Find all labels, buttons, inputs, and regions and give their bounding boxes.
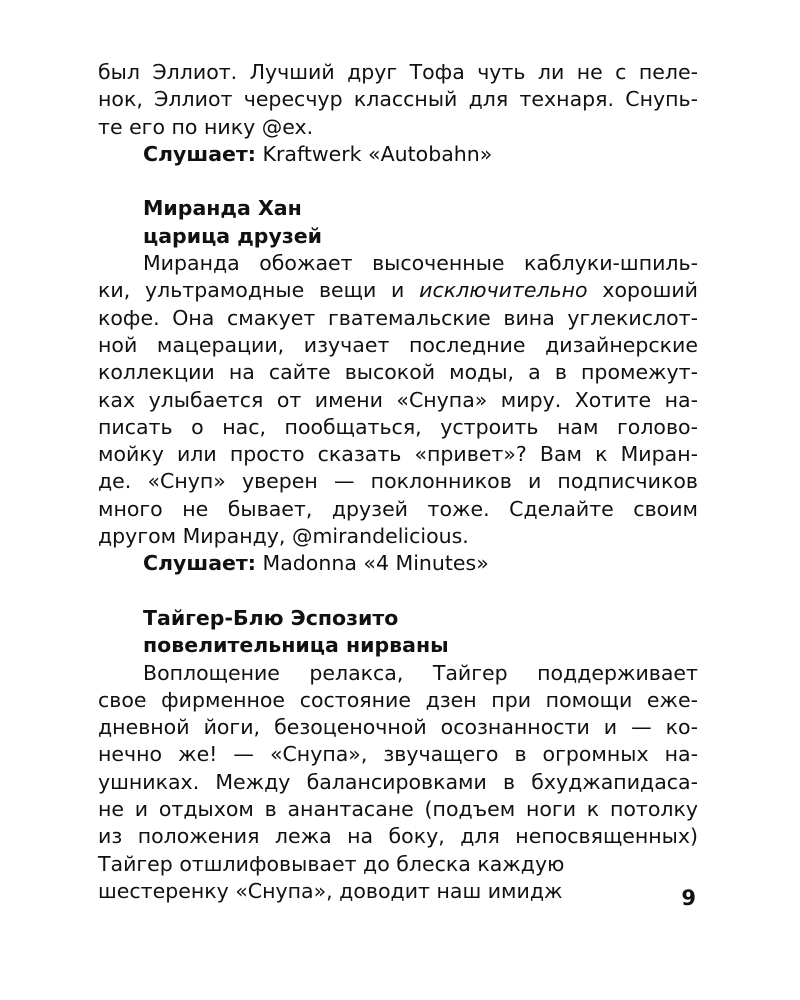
text-line: дневной йоги, безоценочной осознанности и — ко- [98,715,698,740]
text-line: писать о нас, пообщаться, устроить нам голово- [98,414,698,439]
text-line: Миранда обожает высоченные каблуки-шпиль- [143,251,698,276]
text-line: много не бывает, друзей тоже. Сделайте своим [98,496,698,521]
text-line: ной мацерации, изучает последние дизайнерские [98,332,698,357]
text-line: был Эллиот. Лучший друг Тофа чуть ли не с пеле- [98,60,698,84]
text-line: Воплощение релакса, Тайгер поддерживает [143,660,698,685]
page-number: 9 [681,886,696,910]
listens-line [98,141,698,168]
text-line: те его по нику @ex. [98,114,314,139]
body-text [98,59,698,905]
text-line: Тайгер отшлифовывает до блеска каждую [98,851,565,876]
person-name: Тайгер-Блю Эспозито [143,605,399,630]
person-role: повелительница нирваны [143,633,449,658]
text-line: ки, ультрамодные вещи и исключительно хороший [98,278,699,303]
text-line: другом Миранду, @mirandelicious. [98,524,469,549]
listens-label: Слушает: [143,141,257,166]
paragraph-gap [98,168,698,195]
text-line: ушниках. Между балансировками в бхуджапидаса- [98,769,698,794]
text-line: свое фирменное состояние дзен при помощи еже- [98,687,698,712]
listens-value: Kraftwerk «Autobahn» [256,141,493,166]
text-line: нечно же! — «Снупа», звучащего в огромных на- [98,742,698,767]
text-line: кофе. Она смакует гватемальские вина углекислот- [98,305,698,330]
listens-label: Слушает: [143,551,257,576]
text-line: не и отдыхом в анантасане (подъем ноги к потолку [98,797,698,822]
person-name: Миранда Хан [143,196,302,221]
text-line: мойку или просто сказать «привет»? Вам к Миран- [98,442,698,467]
text-line: из положения лежа на боку, для непосвященных) [98,824,698,849]
listens-line [98,550,698,577]
text-line: шестеренку «Снупа», доводит наш имидж [98,878,563,903]
emphasis: исключительно [419,278,588,303]
text-line: де. «Снуп» уверен — поклонников и подписчиков [98,469,698,494]
person-role: царица друзей [143,223,323,248]
text-line: нок, Эллиот чересчур классный для технаря. Снупь- [98,87,698,112]
text-line: ках улыбается от имени «Снупа» миру. Хотите на- [98,387,698,412]
listens-value: Madonna «4 Minutes» [256,551,489,576]
paragraph-gap [98,578,698,605]
text-line: коллекции на сайте высокой моды, а в промежут- [98,360,698,385]
